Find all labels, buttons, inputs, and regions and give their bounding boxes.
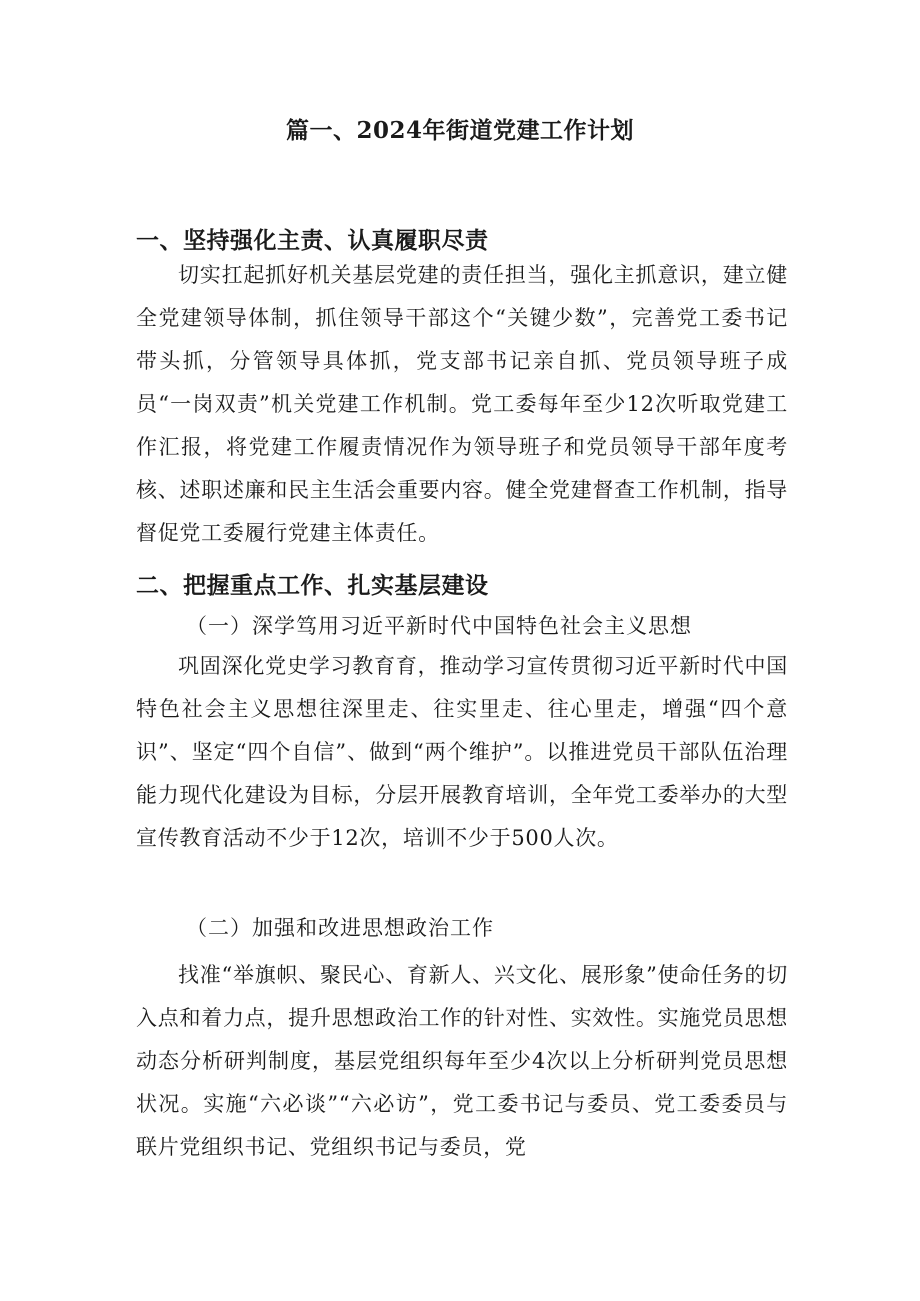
subsection-2-heading: （二）加强和改进思想政治工作 [186,916,494,940]
subsection-2-paragraph: 找准“举旗帜、聚民心、育新人、兴文化、展形象”使命任务的切入点和着力点，提升思想政治工作的针对性、实效性。实施党员思想动态分析研判制度，基层党组织每年至少4次以上分析研判党员思想状况。实施“六必谈”“六必访”，党工委书记与委员、党工委委员与联片党组织书记、党组织书记与委员，党 [136,963,788,1159]
section-2-heading: 二、把握重点工作、扎实基层建设 [136,573,489,599]
subsection-1-heading: （一）深学笃用习近平新时代中国特色社会主义思想 [186,614,692,638]
section-1-heading: 一、坚持强化主责、认真履职尽责 [136,228,489,254]
document-title: 篇一、2024年街道党建工作计划 [285,117,634,144]
section-1-paragraph: 切实扛起抓好机关基层党建的责任担当，强化主抓意识，建立健全党建领导体制，抓住领导干部这个“关键少数”，完善党工委书记带头抓，分管领导具体抓，党支部书记亲自抓、党员领导班子成员“一岗双责”机关党建工作机制。党工委每年至少12次听取党建工作汇报，将党建工作履责情况作为领导班子和党员领导干部年度考核、述职述廉和民主生活会重要内容。健全党建督查工作机制，指导督促党工委履行党建主体责任。 [136,263,788,545]
subsection-1-paragraph: 巩固深化党史学习教育育，推动学习宣传贯彻习近平新时代中国特色社会主义思想往深里走、往实里走、往心里走，增强“四个意识”、坚定“四个自信”、做到“两个维护”。以推进党员干部队伍治理能力现代化建设为目标，分层开展教育培训，全年党工委举办的大型宣传教育活动不少于12次，培训不少于500人次。 [136,654,788,850]
